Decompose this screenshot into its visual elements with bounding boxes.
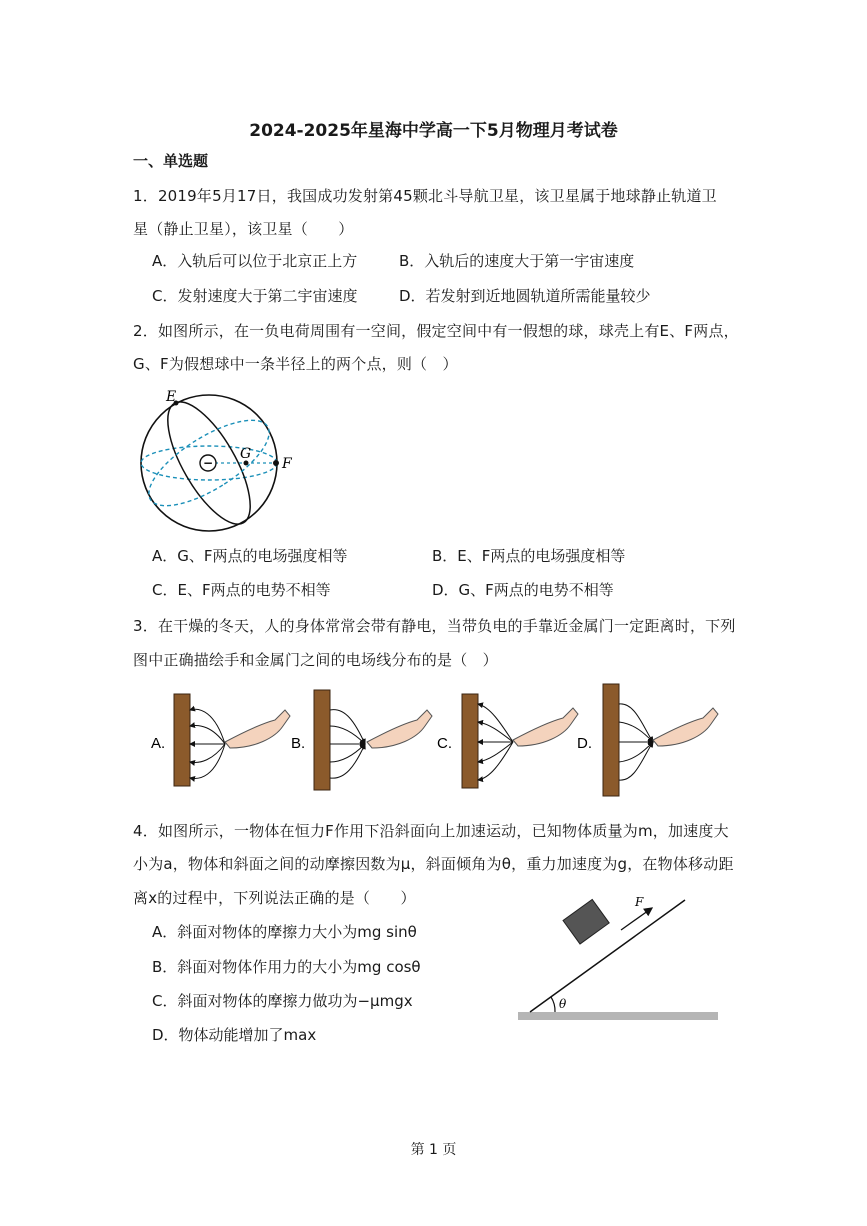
page-title: 2024-2025年星海中学高一下5月物理月考试卷 <box>249 121 618 141</box>
q3-line1: 3．在干燥的冬天，人的身体常常会带有静电，当带负电的手靠近金属门一定距离时，下列 <box>133 617 736 635</box>
field-lines-figure <box>145 682 745 802</box>
q1-option-d[interactable]: D．若发射到近地圆轨道所需能量较少 <box>399 287 651 305</box>
figure-label-b: B. <box>291 735 306 752</box>
page-footer: 第 1 页 <box>410 1142 457 1158</box>
q1-option-c[interactable]: C．发射速度大于第二宇宙速度 <box>152 287 358 305</box>
figure-label-c: C. <box>437 735 452 752</box>
incline-figure <box>515 892 720 1022</box>
option-c-diagram <box>437 694 578 788</box>
q1-line2: 星（静止卫星），该卫星（ ） <box>133 220 354 238</box>
q1-option-b[interactable]: B．入轨后的速度大于第一宇宙速度 <box>399 252 635 270</box>
q4-line3: 离x的过程中，下列说法正确的是（ ） <box>133 889 416 907</box>
point-g-label: G <box>240 446 252 462</box>
q4-option-c[interactable]: C．斜面对物体的摩擦力做功为−μmgx <box>152 992 413 1010</box>
sphere-figure <box>138 388 298 538</box>
q2-line2: G、F为假想球中一条半径上的两个点，则（ ） <box>133 355 458 373</box>
option-a-diagram <box>151 694 290 786</box>
point-f-label: F <box>282 456 292 472</box>
point-e-label: E <box>166 389 177 405</box>
q4-line1: 4．如图所示，一物体在恒力F作用下沿斜面向上加速运动，已知物体质量为m，加速度大 <box>133 822 729 840</box>
figure-label-a: A. <box>151 735 166 752</box>
q4-option-d[interactable]: D．物体动能增加了max <box>152 1026 317 1044</box>
q3-line2: 图中正确描绘手和金属门之间的电场线分布的是（ ） <box>133 651 498 669</box>
charge-label: − <box>202 456 214 470</box>
option-d-diagram <box>577 684 718 796</box>
option-b-diagram <box>291 690 432 790</box>
section-heading: 一、单选题 <box>133 152 209 170</box>
figure-label-d: D. <box>577 735 592 752</box>
q2-option-a[interactable]: A．G、F两点的电场强度相等 <box>152 547 348 565</box>
q2-line1: 2．如图所示，在一负电荷周围有一空间，假定空间中有一假想的球，球壳上有E、F两点， <box>133 322 739 340</box>
q2-option-d[interactable]: D．G、F两点的电势不相等 <box>432 581 614 599</box>
force-label: F <box>635 895 644 909</box>
q4-option-a[interactable]: A．斜面对物体的摩擦力大小为mg sinθ <box>152 923 417 941</box>
q4-line2: 小为a，物体和斜面之间的动摩擦因数为μ，斜面倾角为θ，重力加速度为g，在物体移动距 <box>133 855 734 873</box>
angle-label: θ <box>559 997 567 1011</box>
q1-option-a[interactable]: A．入轨后可以位于北京正上方 <box>152 252 358 270</box>
q4-option-b[interactable]: B．斜面对物体作用力的大小为mg cosθ <box>152 958 421 976</box>
q2-option-b[interactable]: B．E、F两点的电场强度相等 <box>432 547 626 565</box>
q2-option-c[interactable]: C．E、F两点的电势不相等 <box>152 581 331 599</box>
q1-line1: 1．2019年5月17日，我国成功发射第45颗北斗导航卫星，该卫星属于地球静止轨道卫 <box>133 187 717 205</box>
